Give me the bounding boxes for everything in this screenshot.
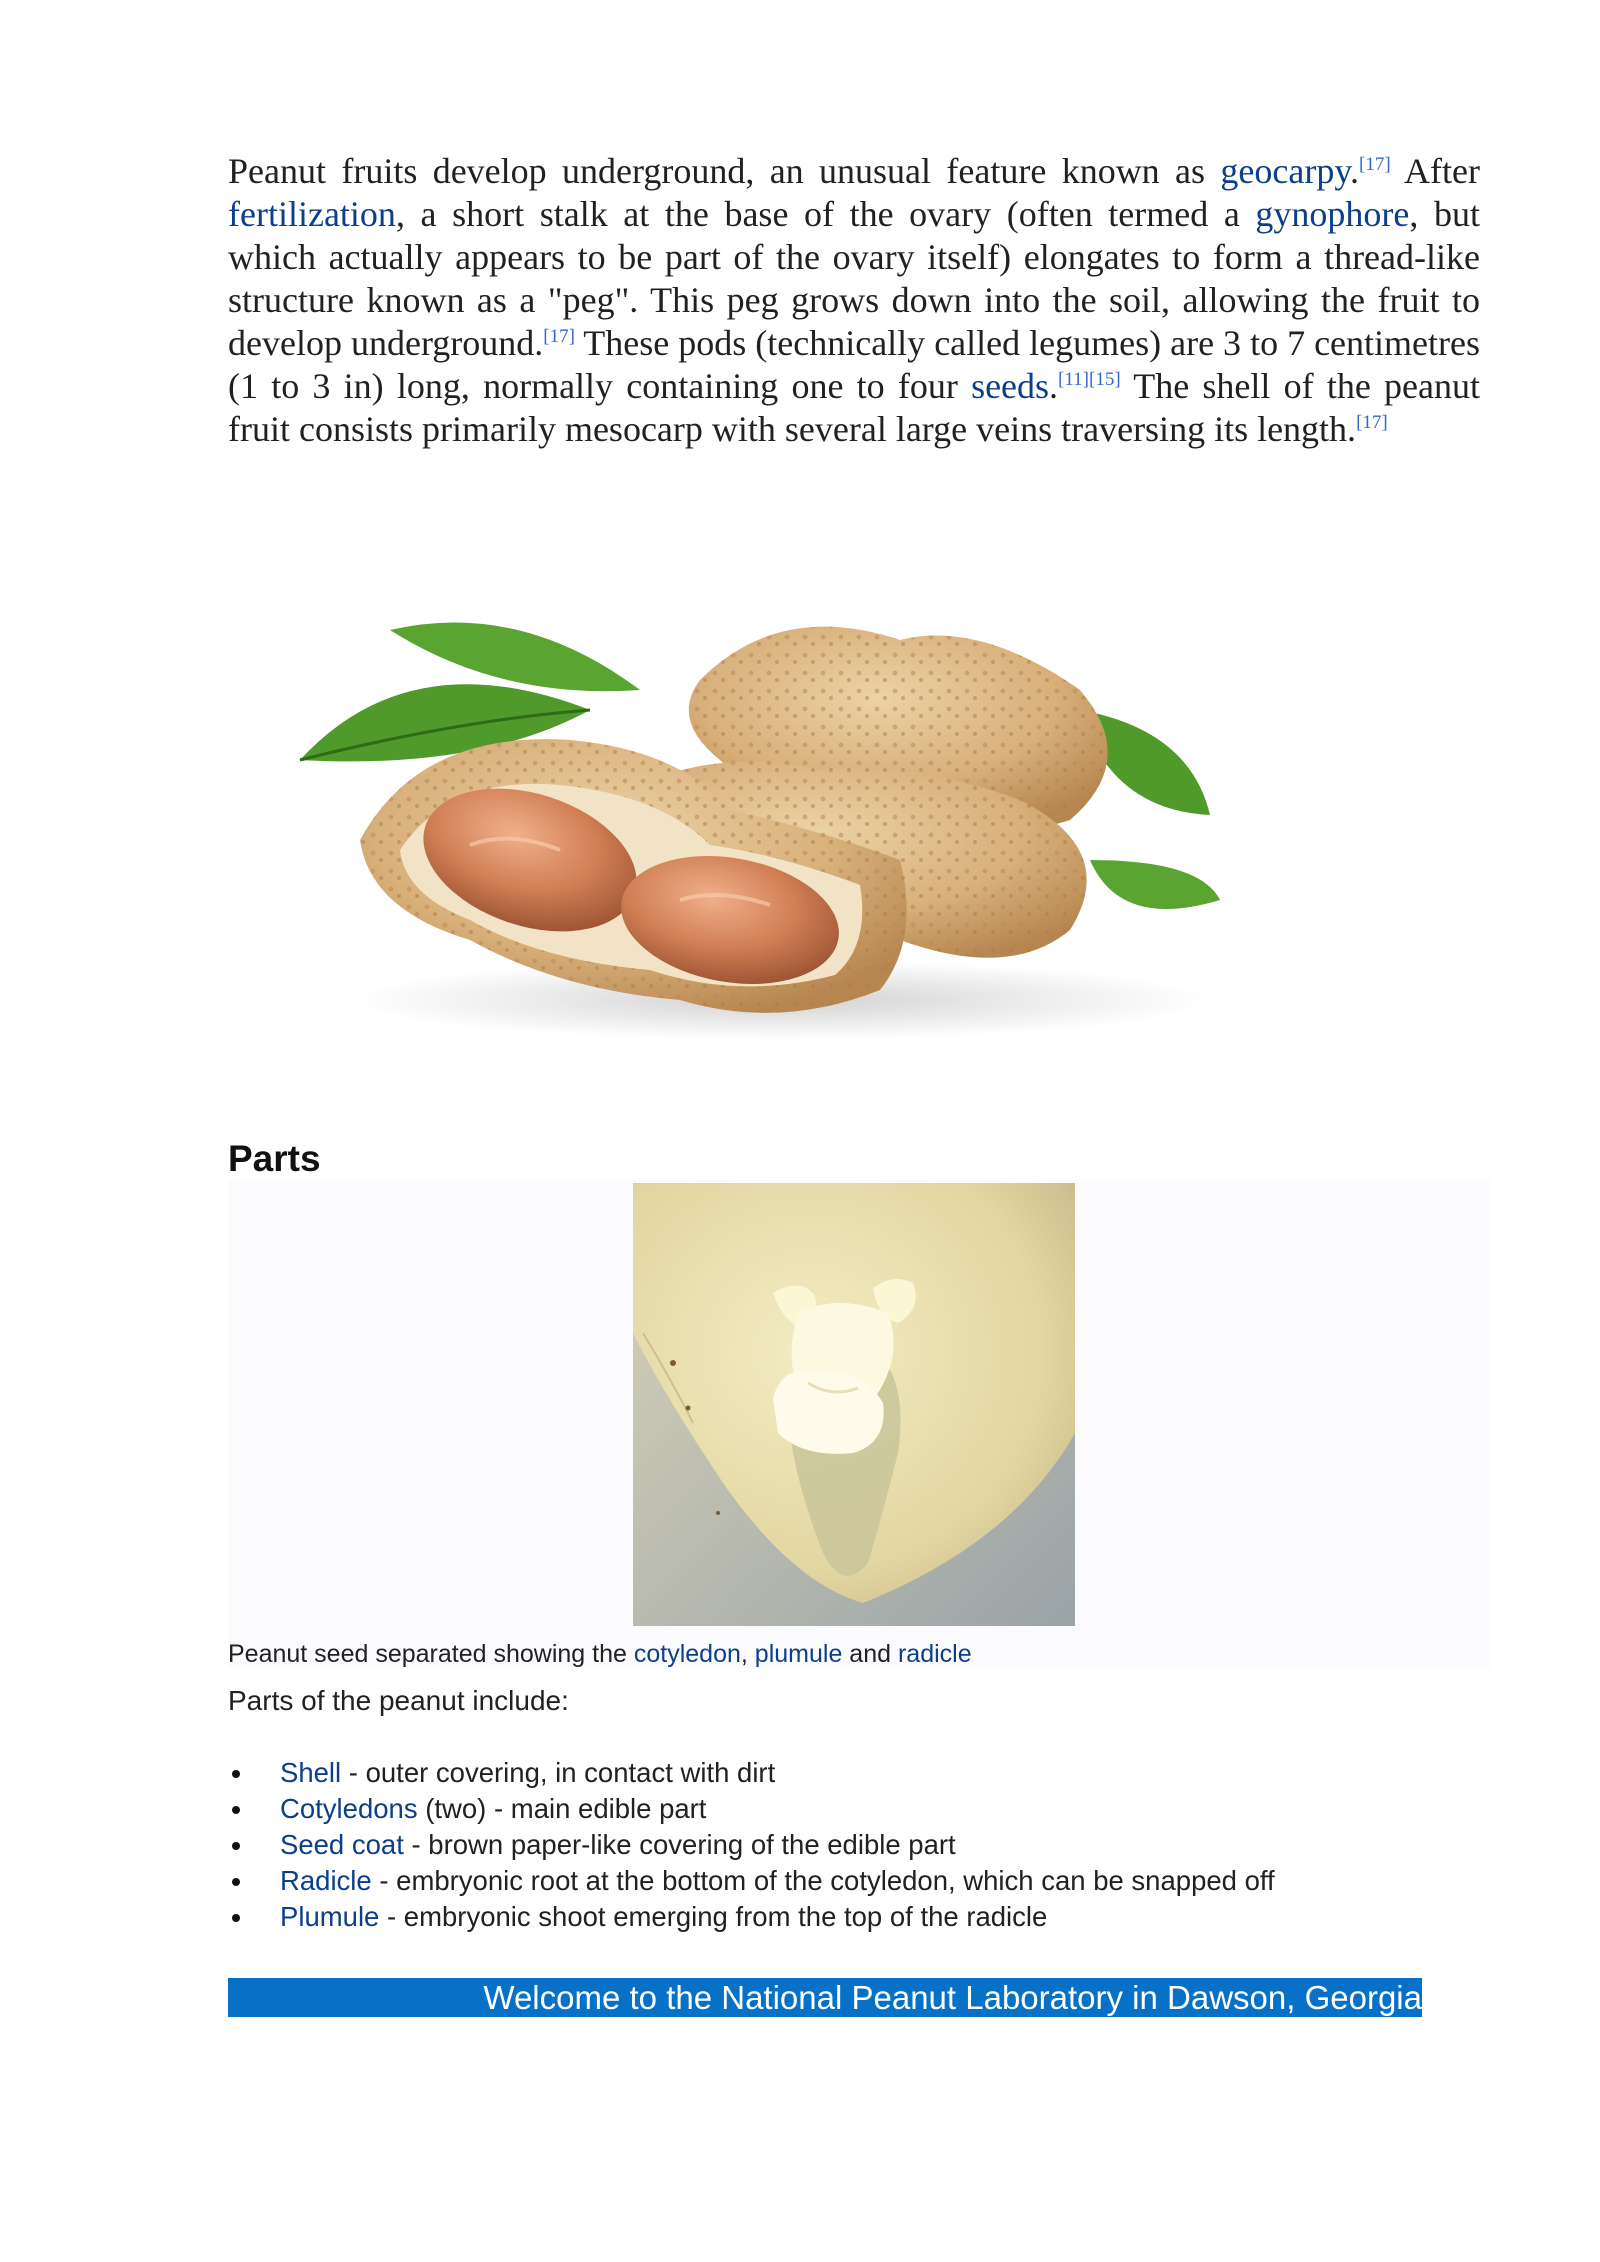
link-seeds[interactable]: seeds	[971, 366, 1050, 406]
citation-ref[interactable]: [17]	[1359, 154, 1391, 175]
peanut-seed-image	[633, 1183, 1075, 1626]
link-geocarpy[interactable]: geocarpy	[1220, 151, 1351, 191]
citation-ref[interactable]: [15]	[1089, 369, 1121, 390]
link-cotyledons[interactable]: Cotyledons	[280, 1793, 418, 1824]
citation-ref[interactable]: [17]	[543, 326, 575, 347]
link-gynophore[interactable]: gynophore	[1255, 194, 1410, 234]
parts-intro-text: Parts of the peanut include:	[228, 1685, 569, 1716]
link-plumule-item[interactable]: Plumule	[280, 1901, 380, 1932]
intro-text: Peanut fruits develop underground, an unusual feature known as	[228, 151, 1221, 191]
caption-text: Peanut seed separated showing the	[228, 1640, 634, 1668]
intro-text: , a short stalk at the base of the ovary (often termed a	[395, 194, 1256, 234]
welcome-banner[interactable]	[228, 1978, 1422, 2017]
list-item-desc: - outer covering, in contact with dirt	[341, 1757, 776, 1788]
list-item	[228, 1791, 1275, 1827]
link-seed-coat[interactable]: Seed coat	[280, 1829, 404, 1860]
list-item	[228, 1755, 1275, 1791]
parts-list	[228, 1755, 1275, 1935]
list-item	[228, 1863, 1275, 1899]
citation-ref[interactable]: [11]	[1058, 369, 1089, 390]
list-item	[228, 1899, 1275, 1935]
intro-text: , but which actually appears to be part of the ovary itself) elongates to form a thread-like structure known as a "peg". This peg grows down into the soil, allowing the fruit to develop underground.	[228, 194, 1480, 363]
welcome-banner-text: Welcome to the National Peanut Laboratory in Dawson, Georgia	[483, 1979, 1422, 2016]
intro-paragraph	[228, 150, 1480, 451]
intro-text: These pods (technically called legumes) are 3 to 7 centimetres (1 to 3 in) long, normally containing one to four	[228, 323, 1481, 406]
link-radicle[interactable]: radicle	[897, 1640, 972, 1668]
list-item-desc: - brown paper-like covering of the edible part	[403, 1829, 956, 1860]
caption-text: and	[842, 1640, 898, 1668]
list-item	[228, 1827, 1275, 1863]
peanut-pods-image	[260, 560, 1260, 1040]
intro-text: .	[1049, 366, 1059, 406]
link-plumule[interactable]: plumule	[754, 1640, 843, 1668]
figure-caption	[228, 1640, 972, 1669]
intro-text: .	[1350, 151, 1360, 191]
link-radicle-item[interactable]: Radicle	[280, 1865, 372, 1896]
citation-ref[interactable]: [17]	[1356, 412, 1388, 433]
intro-text: After	[1390, 151, 1481, 191]
link-cotyledon[interactable]: cotyledon	[633, 1640, 741, 1668]
intro-text: The shell of the peanut fruit consists primarily mesocarp with several large veins traversing its length.	[228, 366, 1480, 449]
link-shell[interactable]: Shell	[280, 1757, 342, 1788]
list-item-desc: - embryonic shoot emerging from the top of the radicle	[379, 1901, 1048, 1932]
list-item-desc: (two) - main edible part	[417, 1793, 707, 1824]
link-fertilization[interactable]: fertilization	[228, 194, 396, 234]
caption-text: ,	[740, 1640, 755, 1668]
section-heading-parts: Parts	[228, 1138, 321, 1179]
list-item-desc: - embryonic root at the bottom of the cotyledon, which can be snapped off	[371, 1865, 1275, 1896]
